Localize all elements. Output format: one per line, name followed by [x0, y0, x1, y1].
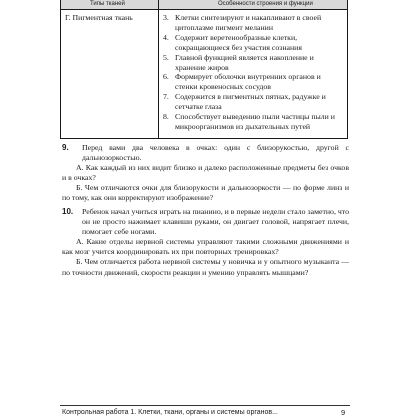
feature-text: Содержится в пигментных пятнах, радужке и сетчатке глаза: [175, 92, 326, 112]
question-text: Перед вами два человека в очках: один с близорукостью, другой с дальнозоркостью.: [82, 143, 349, 163]
question-part-b: Б. Чем отличается работа нервной системы у новичка и у опытного музыканта — по точности движений, скорости реакции и умению управлять мышцами?: [62, 257, 349, 277]
feature-item: [163, 112, 345, 132]
feature-number: 8.: [163, 112, 169, 122]
question-part-a: А. Как каждый из них видит близко и далеко расположенные предметы без очков и в очках?: [62, 163, 349, 183]
question-10: [62, 207, 349, 278]
feature-number: 6.: [163, 72, 169, 82]
question-number: 10.: [62, 207, 74, 216]
footer-title: Контрольная работа 1. Клетки, ткани, органы и системы органов...: [62, 409, 278, 416]
feature-text: Клетки синтезируют и накапливают в своей цитоплазме пигмент меланин: [175, 13, 322, 32]
question-9: [62, 143, 349, 204]
feature-number: 5.: [163, 52, 169, 62]
feature-item: [163, 33, 345, 53]
table-border-left: [60, 0, 61, 139]
feature-item: [163, 72, 345, 92]
question-part-b: Б. Чем отличаются очки для близорукости и дальнозоркости — по форме линз и по тому, как они корректируют изображение?: [62, 183, 349, 203]
feature-number: 3.: [163, 13, 169, 22]
question-number: 9.: [62, 143, 69, 152]
feature-item: [163, 13, 345, 33]
features-table: [60, 0, 348, 139]
feature-text: Способствует выведению пыли частицы пыли и микроорганизмов из дыхательных путей: [175, 112, 335, 131]
page-number: 9: [341, 408, 346, 417]
question-text: Ребенок начал учиться играть на пианино, и в первые недели стало заметно, что он не просто нажимает клавиши руками, он двигает головой, напрягает плечи, помогает себе ногами.: [82, 207, 349, 237]
table-column-divider: [158, 0, 159, 139]
feature-item: [163, 53, 345, 73]
tissue-type-label: Г. Пигментная ткань: [65, 13, 133, 22]
feature-number: 4.: [163, 32, 169, 42]
footer-divider: [60, 405, 350, 406]
table-header: [60, 0, 348, 9]
feature-list: [163, 13, 345, 132]
feature-text: Содержит веретенообразные клетки, сокращающиеся без участия сознания: [175, 32, 302, 52]
feature-text: Главной функцией является накопление и хранение жиров: [175, 52, 314, 72]
table-border-bottom: [60, 138, 348, 139]
feature-item: [163, 92, 345, 112]
feature-number: 7.: [163, 92, 169, 102]
feature-text: Формирует оболочки внутренних органов и стенки кровеносных сосудов: [175, 72, 321, 92]
header-divider: [60, 9, 348, 10]
col2-header: Особенности строения и функции: [218, 1, 313, 7]
question-part-a: А. Какие отделы нервной системы управляют такими сложными движениями и как мозг учится координировать их при повторных тренировках?: [62, 237, 349, 257]
col1-header: Типы тканей: [90, 1, 125, 7]
table-border-right: [347, 0, 348, 139]
